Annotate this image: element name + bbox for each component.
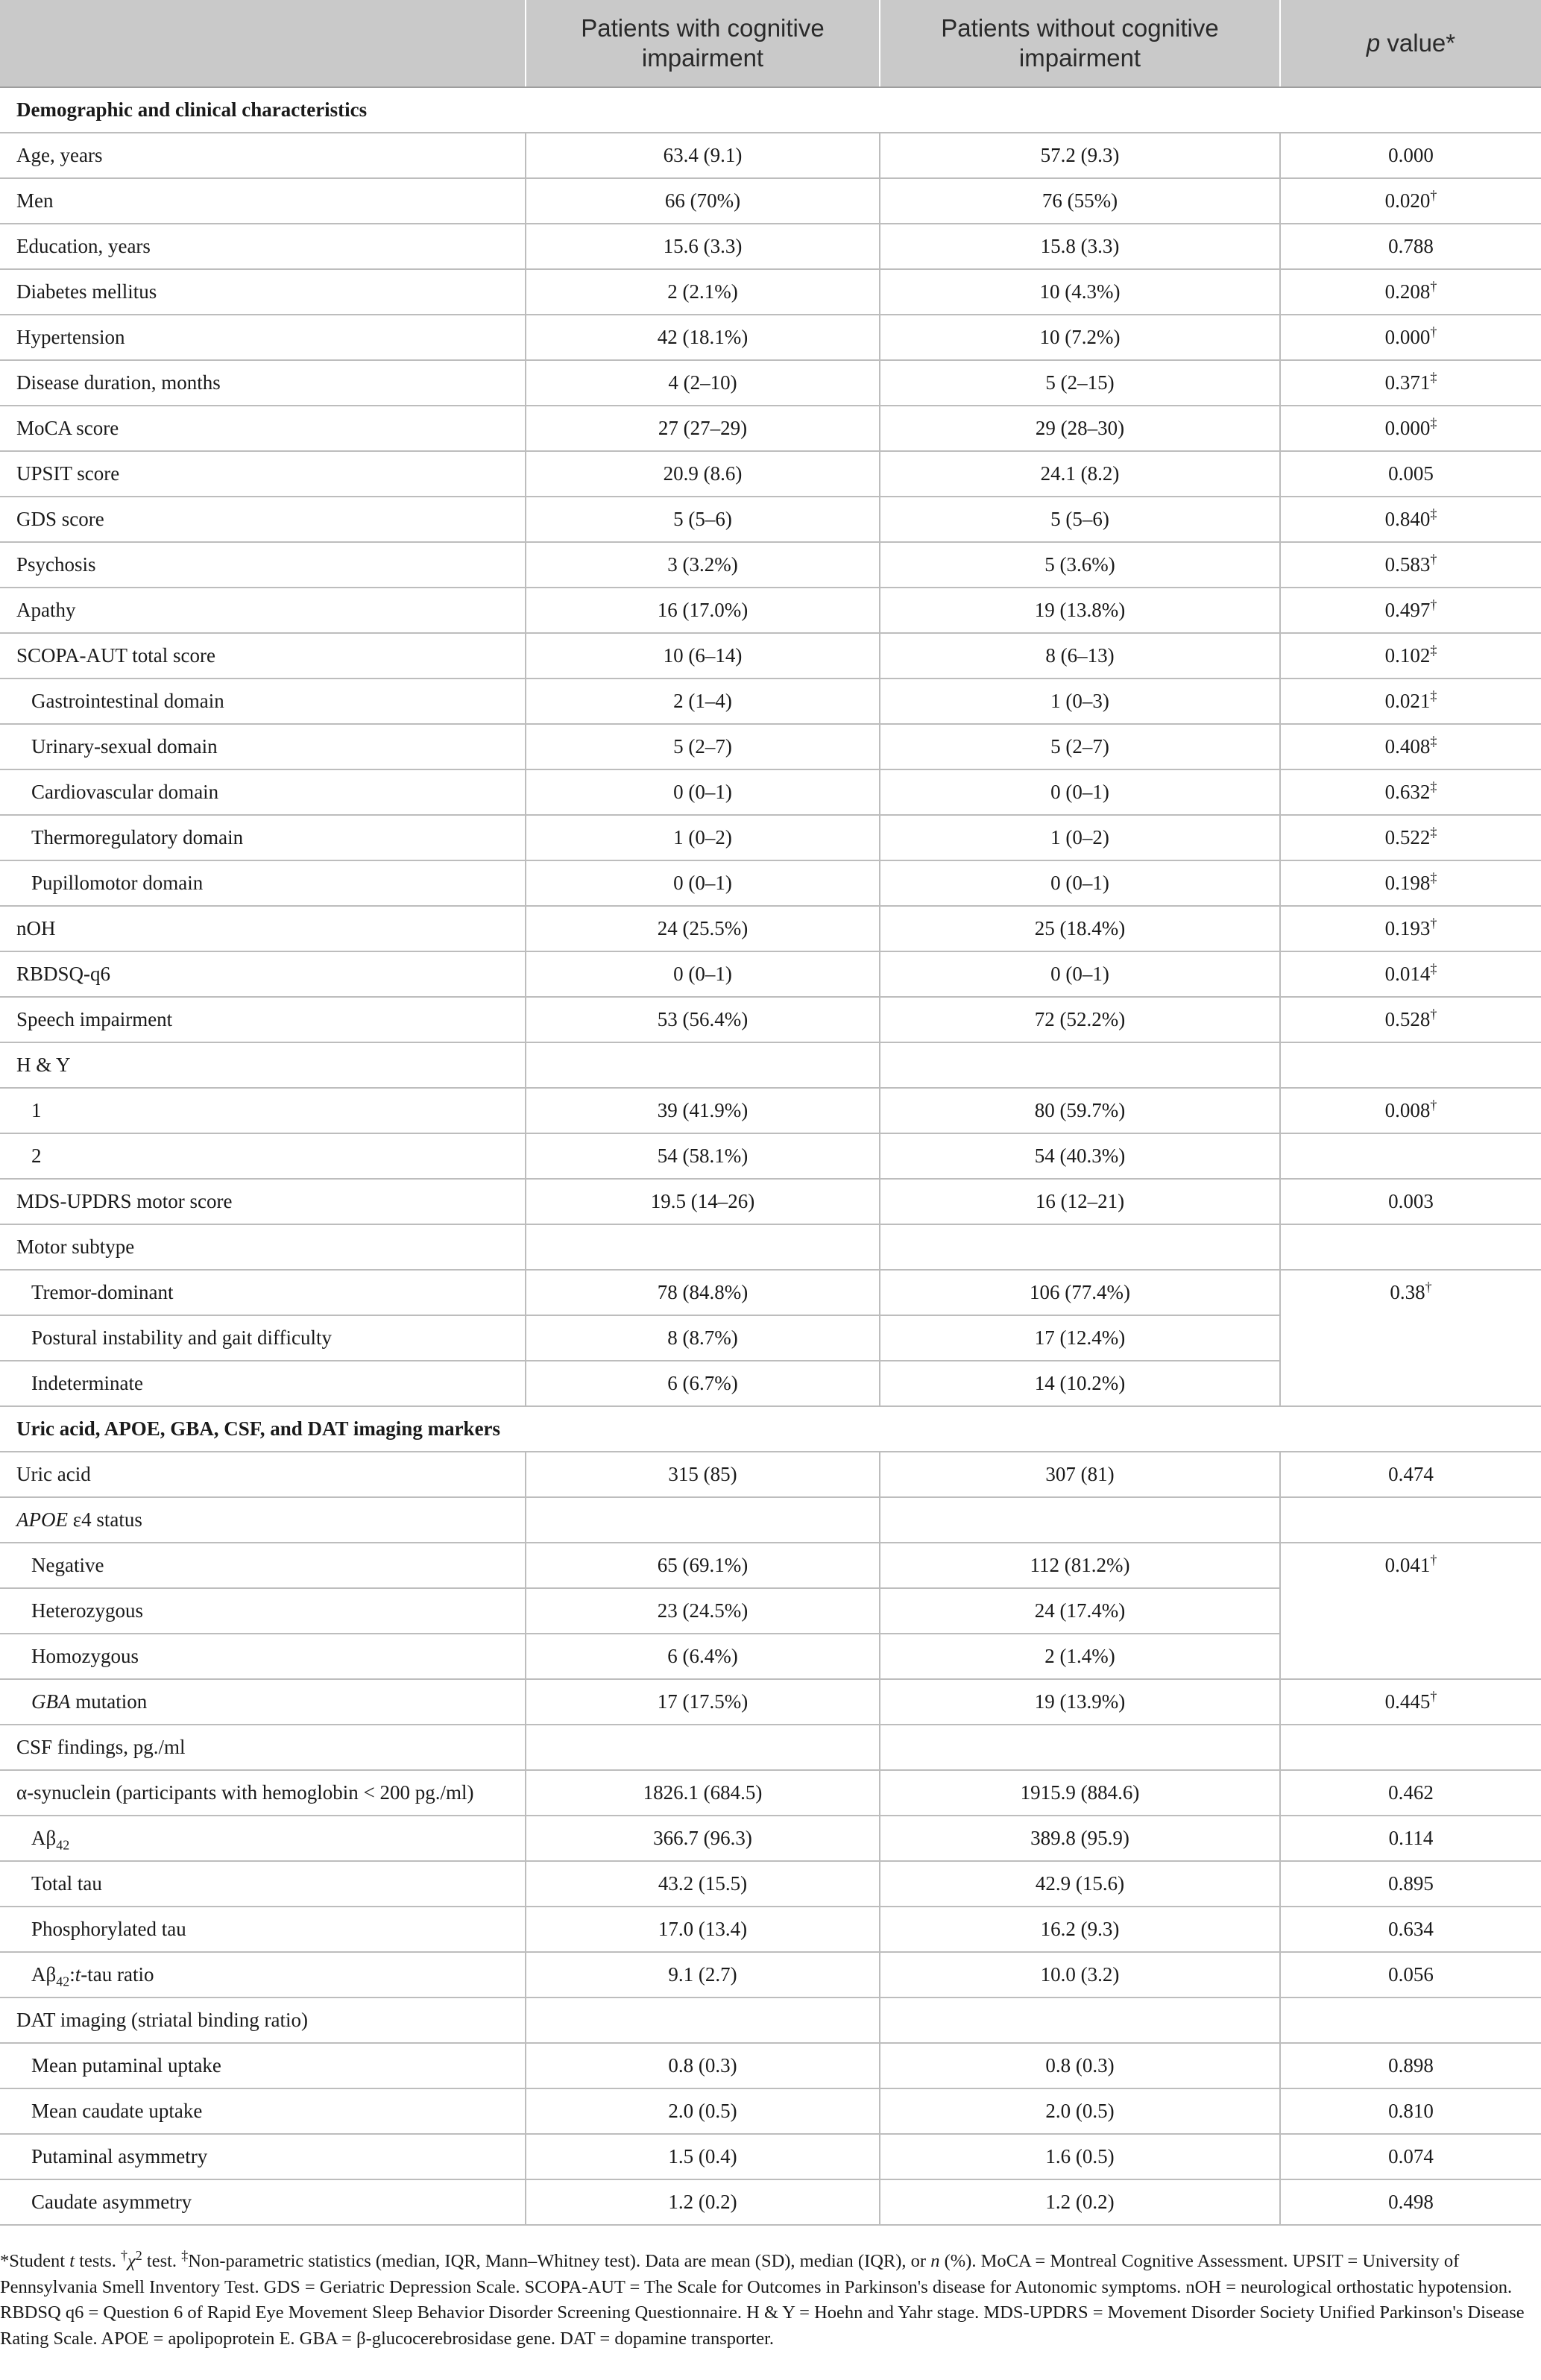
nci-value: 24.1 (8.2)	[880, 451, 1280, 497]
table-row	[0, 133, 1541, 178]
table-row	[0, 1497, 1541, 1543]
row-label: Tremor-dominant	[0, 1270, 526, 1315]
row-label: Caudate asymmetry	[0, 2179, 526, 2225]
nci-value: 17 (12.4%)	[880, 1315, 1280, 1361]
nci-value: 57.2 (9.3)	[880, 133, 1280, 178]
p-value: 0.198‡	[1280, 860, 1541, 906]
table-row	[0, 2088, 1541, 2134]
table-row	[0, 178, 1541, 224]
table-row	[0, 542, 1541, 588]
ci-value: 27 (27–29)	[526, 406, 880, 451]
p-value: 0.193†	[1280, 906, 1541, 951]
ci-value: 0 (0–1)	[526, 769, 880, 815]
nci-value: 15.8 (3.3)	[880, 224, 1280, 269]
row-label: 2	[0, 1133, 526, 1179]
row-label: Phosphorylated tau	[0, 1907, 526, 1952]
row-label: Heterozygous	[0, 1588, 526, 1634]
p-value: 0.840‡	[1280, 497, 1541, 542]
row-label: GBA mutation	[0, 1679, 526, 1725]
row-label: Hypertension	[0, 315, 526, 360]
nci-value: 80 (59.7%)	[880, 1088, 1280, 1133]
nci-value: 24 (17.4%)	[880, 1588, 1280, 1634]
row-label: UPSIT score	[0, 451, 526, 497]
nci-value: 19 (13.8%)	[880, 588, 1280, 633]
table-row	[0, 1224, 1541, 1270]
row-label: Urinary-sexual domain	[0, 724, 526, 769]
table-row	[0, 360, 1541, 406]
p-value	[1280, 1224, 1541, 1270]
ci-value: 0 (0–1)	[526, 951, 880, 997]
p-value: 0.895	[1280, 1861, 1541, 1907]
table-row	[0, 1452, 1541, 1497]
table-row	[0, 1816, 1541, 1861]
ci-value: 1.5 (0.4)	[526, 2134, 880, 2179]
p-value: 0.056	[1280, 1952, 1541, 1998]
table-row	[0, 406, 1541, 451]
ci-value	[526, 1998, 880, 2043]
nci-value: 25 (18.4%)	[880, 906, 1280, 951]
nci-value: 10 (7.2%)	[880, 315, 1280, 360]
p-value: 0.000	[1280, 133, 1541, 178]
nci-value: 5 (2–15)	[880, 360, 1280, 406]
section-row-markers	[0, 1406, 1541, 1452]
row-label: Age, years	[0, 133, 526, 178]
table-row	[0, 497, 1541, 542]
p-value: 0.474	[1280, 1452, 1541, 1497]
p-value	[1280, 1725, 1541, 1770]
p-value: 0.014‡	[1280, 951, 1541, 997]
p-value: 0.008†	[1280, 1088, 1541, 1133]
nci-value: 1915.9 (884.6)	[880, 1770, 1280, 1816]
ci-value: 16 (17.0%)	[526, 588, 880, 633]
table-row	[0, 1270, 1541, 1315]
nci-value: 2 (1.4%)	[880, 1634, 1280, 1679]
ci-value: 6 (6.7%)	[526, 1361, 880, 1406]
table-row	[0, 951, 1541, 997]
nci-value: 0.8 (0.3)	[880, 2043, 1280, 2088]
p-value	[1280, 1042, 1541, 1088]
ci-value: 1 (0–2)	[526, 815, 880, 860]
ci-value: 66 (70%)	[526, 178, 880, 224]
ci-value: 0.8 (0.3)	[526, 2043, 880, 2088]
row-label: Homozygous	[0, 1634, 526, 1679]
ci-value: 15.6 (3.3)	[526, 224, 880, 269]
nci-value: 10.0 (3.2)	[880, 1952, 1280, 1998]
row-label: Total tau	[0, 1861, 526, 1907]
nci-value: 106 (77.4%)	[880, 1270, 1280, 1315]
nci-value: 1 (0–3)	[880, 679, 1280, 724]
row-label: Uric acid	[0, 1452, 526, 1497]
nci-value: 1 (0–2)	[880, 815, 1280, 860]
row-label: Speech impairment	[0, 997, 526, 1042]
p-value: 0.102‡	[1280, 633, 1541, 679]
table-row	[0, 2179, 1541, 2225]
row-label: Thermoregulatory domain	[0, 815, 526, 860]
row-label: $A\beta_{42}$	[0, 1816, 526, 1861]
ci-value: 2.0 (0.5)	[526, 2088, 880, 2134]
p-value	[1280, 1133, 1541, 1179]
row-label: RBDSQ-q6	[0, 951, 526, 997]
nci-value	[880, 1224, 1280, 1270]
nci-value: 5 (3.6%)	[880, 542, 1280, 588]
section-row-demographic	[0, 87, 1541, 133]
ci-value: 43.2 (15.5)	[526, 1861, 880, 1907]
nci-value: 1.6 (0.5)	[880, 2134, 1280, 2179]
p-value: 0.634	[1280, 1907, 1541, 1952]
p-value: 0.074	[1280, 2134, 1541, 2179]
row-label: Indeterminate	[0, 1361, 526, 1406]
header-cognitive-impairment: Patients with cognitive impairment	[526, 0, 880, 87]
table-row	[0, 1770, 1541, 1816]
table-row	[0, 997, 1541, 1042]
row-label: MDS-UPDRS motor score	[0, 1179, 526, 1224]
nci-value: 2.0 (0.5)	[880, 2088, 1280, 2134]
row-label: Diabetes mellitus	[0, 269, 526, 315]
table-row	[0, 315, 1541, 360]
p-value: 0.114	[1280, 1816, 1541, 1861]
row-label: $A\beta_{42}:t$-tau ratio	[0, 1952, 526, 1998]
ci-value: 10 (6–14)	[526, 633, 880, 679]
ci-value: 2 (1–4)	[526, 679, 880, 724]
table-row	[0, 224, 1541, 269]
header-p-value: p value*	[1280, 0, 1541, 87]
ci-value: 24 (25.5%)	[526, 906, 880, 951]
table-row	[0, 1088, 1541, 1133]
nci-value: 8 (6–13)	[880, 633, 1280, 679]
row-label: Pupillomotor domain	[0, 860, 526, 906]
ci-value: 54 (58.1%)	[526, 1133, 880, 1179]
table-row	[0, 679, 1541, 724]
row-label: α-synuclein (participants with hemoglobin < 200 pg./ml)	[0, 1770, 526, 1816]
table-row	[0, 1133, 1541, 1179]
p-value: 0.788	[1280, 224, 1541, 269]
ci-value	[526, 1497, 880, 1543]
p-value: 0.445†	[1280, 1679, 1541, 1725]
nci-value	[880, 1042, 1280, 1088]
table-row	[0, 1998, 1541, 2043]
p-value: 0.462	[1280, 1770, 1541, 1816]
nci-value: 307 (81)	[880, 1452, 1280, 1497]
ci-value	[526, 1725, 880, 1770]
p-value	[1280, 1497, 1541, 1543]
nci-value: 54 (40.3%)	[880, 1133, 1280, 1179]
row-label: MoCA score	[0, 406, 526, 451]
row-label: 1	[0, 1088, 526, 1133]
nci-value	[880, 1497, 1280, 1543]
p-value: 0.000†	[1280, 315, 1541, 360]
p-value: 0.408‡	[1280, 724, 1541, 769]
table-row	[0, 1952, 1541, 1998]
ci-value: 4 (2–10)	[526, 360, 880, 406]
ci-value: 17.0 (13.4)	[526, 1907, 880, 1952]
ci-value: 23 (24.5%)	[526, 1588, 880, 1634]
p-value: 0.208†	[1280, 269, 1541, 315]
p-value: 0.810	[1280, 2088, 1541, 2134]
row-label: H & Y	[0, 1042, 526, 1088]
nci-value: 72 (52.2%)	[880, 997, 1280, 1042]
p-value	[1280, 1998, 1541, 2043]
ci-value: 78 (84.8%)	[526, 1270, 880, 1315]
table-row	[0, 769, 1541, 815]
ci-value: 19.5 (14–26)	[526, 1179, 880, 1224]
row-label: Putaminal asymmetry	[0, 2134, 526, 2179]
row-label: Apathy	[0, 588, 526, 633]
ci-value	[526, 1224, 880, 1270]
ci-value: 3 (3.2%)	[526, 542, 880, 588]
ci-value: 366.7 (96.3)	[526, 1816, 880, 1861]
row-label: Gastrointestinal domain	[0, 679, 526, 724]
p-value: 0.041†	[1280, 1543, 1541, 1679]
ci-value: 1.2 (0.2)	[526, 2179, 880, 2225]
nci-value: 5 (2–7)	[880, 724, 1280, 769]
nci-value: 0 (0–1)	[880, 769, 1280, 815]
row-label: SCOPA-AUT total score	[0, 633, 526, 679]
row-label: Postural instability and gait difficulty	[0, 1315, 526, 1361]
p-value: 0.005	[1280, 451, 1541, 497]
table-row	[0, 2134, 1541, 2179]
ci-value: 6 (6.4%)	[526, 1634, 880, 1679]
table-row	[0, 2043, 1541, 2088]
ci-value: 20.9 (8.6)	[526, 451, 880, 497]
nci-value: 1.2 (0.2)	[880, 2179, 1280, 2225]
row-label: Motor subtype	[0, 1224, 526, 1270]
ci-value: 63.4 (9.1)	[526, 133, 880, 178]
table-row	[0, 633, 1541, 679]
p-value: 0.371‡	[1280, 360, 1541, 406]
ci-value: 53 (56.4%)	[526, 997, 880, 1042]
row-label: APOE ε4 status	[0, 1497, 526, 1543]
ci-value: 315 (85)	[526, 1452, 880, 1497]
nci-value: 0 (0–1)	[880, 860, 1280, 906]
nci-value: 42.9 (15.6)	[880, 1861, 1280, 1907]
row-label: GDS score	[0, 497, 526, 542]
row-label: Men	[0, 178, 526, 224]
table-row	[0, 588, 1541, 633]
table-row	[0, 724, 1541, 769]
p-value: 0.522‡	[1280, 815, 1541, 860]
table-header-row	[0, 0, 1541, 87]
row-label: DAT imaging (striatal binding ratio)	[0, 1998, 526, 2043]
row-label: Cardiovascular domain	[0, 769, 526, 815]
table-row	[0, 860, 1541, 906]
ci-value: 8 (8.7%)	[526, 1315, 880, 1361]
p-value: 0.528†	[1280, 997, 1541, 1042]
table-row	[0, 1679, 1541, 1725]
nci-value	[880, 1725, 1280, 1770]
ci-value: 5 (2–7)	[526, 724, 880, 769]
nci-value: 112 (81.2%)	[880, 1543, 1280, 1588]
table-row	[0, 815, 1541, 860]
table-row	[0, 451, 1541, 497]
nci-value	[880, 1998, 1280, 2043]
ci-value: 39 (41.9%)	[526, 1088, 880, 1133]
p-value: 0.632‡	[1280, 769, 1541, 815]
nci-value: 14 (10.2%)	[880, 1361, 1280, 1406]
ci-value: 2 (2.1%)	[526, 269, 880, 315]
p-value: 0.38†	[1280, 1270, 1541, 1406]
ci-value: 17 (17.5%)	[526, 1679, 880, 1725]
table-row	[0, 1907, 1541, 1952]
table-row	[0, 906, 1541, 951]
table-row	[0, 1861, 1541, 1907]
p-value: 0.021‡	[1280, 679, 1541, 724]
section-title: Demographic and clinical characteristics	[0, 87, 1541, 133]
table-footnote	[0, 2249, 1528, 2352]
nci-value: 19 (13.9%)	[880, 1679, 1280, 1725]
table-row	[0, 1042, 1541, 1088]
table-row	[0, 1179, 1541, 1224]
ci-value: 65 (69.1%)	[526, 1543, 880, 1588]
row-label: Negative	[0, 1543, 526, 1588]
p-value: 0.020†	[1280, 178, 1541, 224]
header-item	[0, 0, 526, 87]
p-value: 0.498	[1280, 2179, 1541, 2225]
p-value: 0.497†	[1280, 588, 1541, 633]
footnote-text: *Student t tests. $^\dagger\chi^2$ test. ‡Non-parametric statistics (median, IQR, Mann–Whitney test). Data are mean (SD), median (IQR), or n (%). MoCA = Montreal Cognitive Assessment. UPSIT = University of Pennsylvania Smell Inventory Test. GDS = Geriatric Depression Scale. SCOPA-AUT = The Scale for Outcomes in Parkinson's disease for Autonomic symptoms. nOH = neurological orthostatic hypotension. RBDSQ q6 = Question 6 of Rapid Eye Movement Sleep Behavior Disorder Screening Questionnaire. H & Y = Hoehn and Yahr stage. MDS-UPDRS = Movement Disorder Society Unified Parkinson's Disease Rating Scale. APOE = apolipoprotein E. GBA = β-glucocerebrosidase gene. DAT = dopamine transporter.	[0, 2247, 1525, 2349]
p-value: 0.583†	[1280, 542, 1541, 588]
ci-value: 42 (18.1%)	[526, 315, 880, 360]
ci-value: 9.1 (2.7)	[526, 1952, 880, 1998]
row-label: Mean caudate uptake	[0, 2088, 526, 2134]
p-value: 0.898	[1280, 2043, 1541, 2088]
nci-value: 16 (12–21)	[880, 1179, 1280, 1224]
nci-value: 389.8 (95.9)	[880, 1816, 1280, 1861]
row-label: Mean putaminal uptake	[0, 2043, 526, 2088]
p-value: 0.000‡	[1280, 406, 1541, 451]
nci-value: 29 (28–30)	[880, 406, 1280, 451]
nci-value: 5 (5–6)	[880, 497, 1280, 542]
section-title: Uric acid, APOE, GBA, CSF, and DAT imaging markers	[0, 1406, 1541, 1452]
ci-value: 0 (0–1)	[526, 860, 880, 906]
row-label: nOH	[0, 906, 526, 951]
nci-value: 76 (55%)	[880, 178, 1280, 224]
ci-value: 5 (5–6)	[526, 497, 880, 542]
header-no-cognitive-impairment: Patients without cognitive impairment	[880, 0, 1280, 87]
nci-value: 0 (0–1)	[880, 951, 1280, 997]
p-value: 0.003	[1280, 1179, 1541, 1224]
row-label: Disease duration, months	[0, 360, 526, 406]
ci-value: 1826.1 (684.5)	[526, 1770, 880, 1816]
table-row	[0, 269, 1541, 315]
nci-value: 10 (4.3%)	[880, 269, 1280, 315]
row-label: Education, years	[0, 224, 526, 269]
row-label: CSF findings, pg./ml	[0, 1725, 526, 1770]
nci-value: 16.2 (9.3)	[880, 1907, 1280, 1952]
row-label: Psychosis	[0, 542, 526, 588]
table-row	[0, 1543, 1541, 1588]
table-row	[0, 1725, 1541, 1770]
ci-value	[526, 1042, 880, 1088]
